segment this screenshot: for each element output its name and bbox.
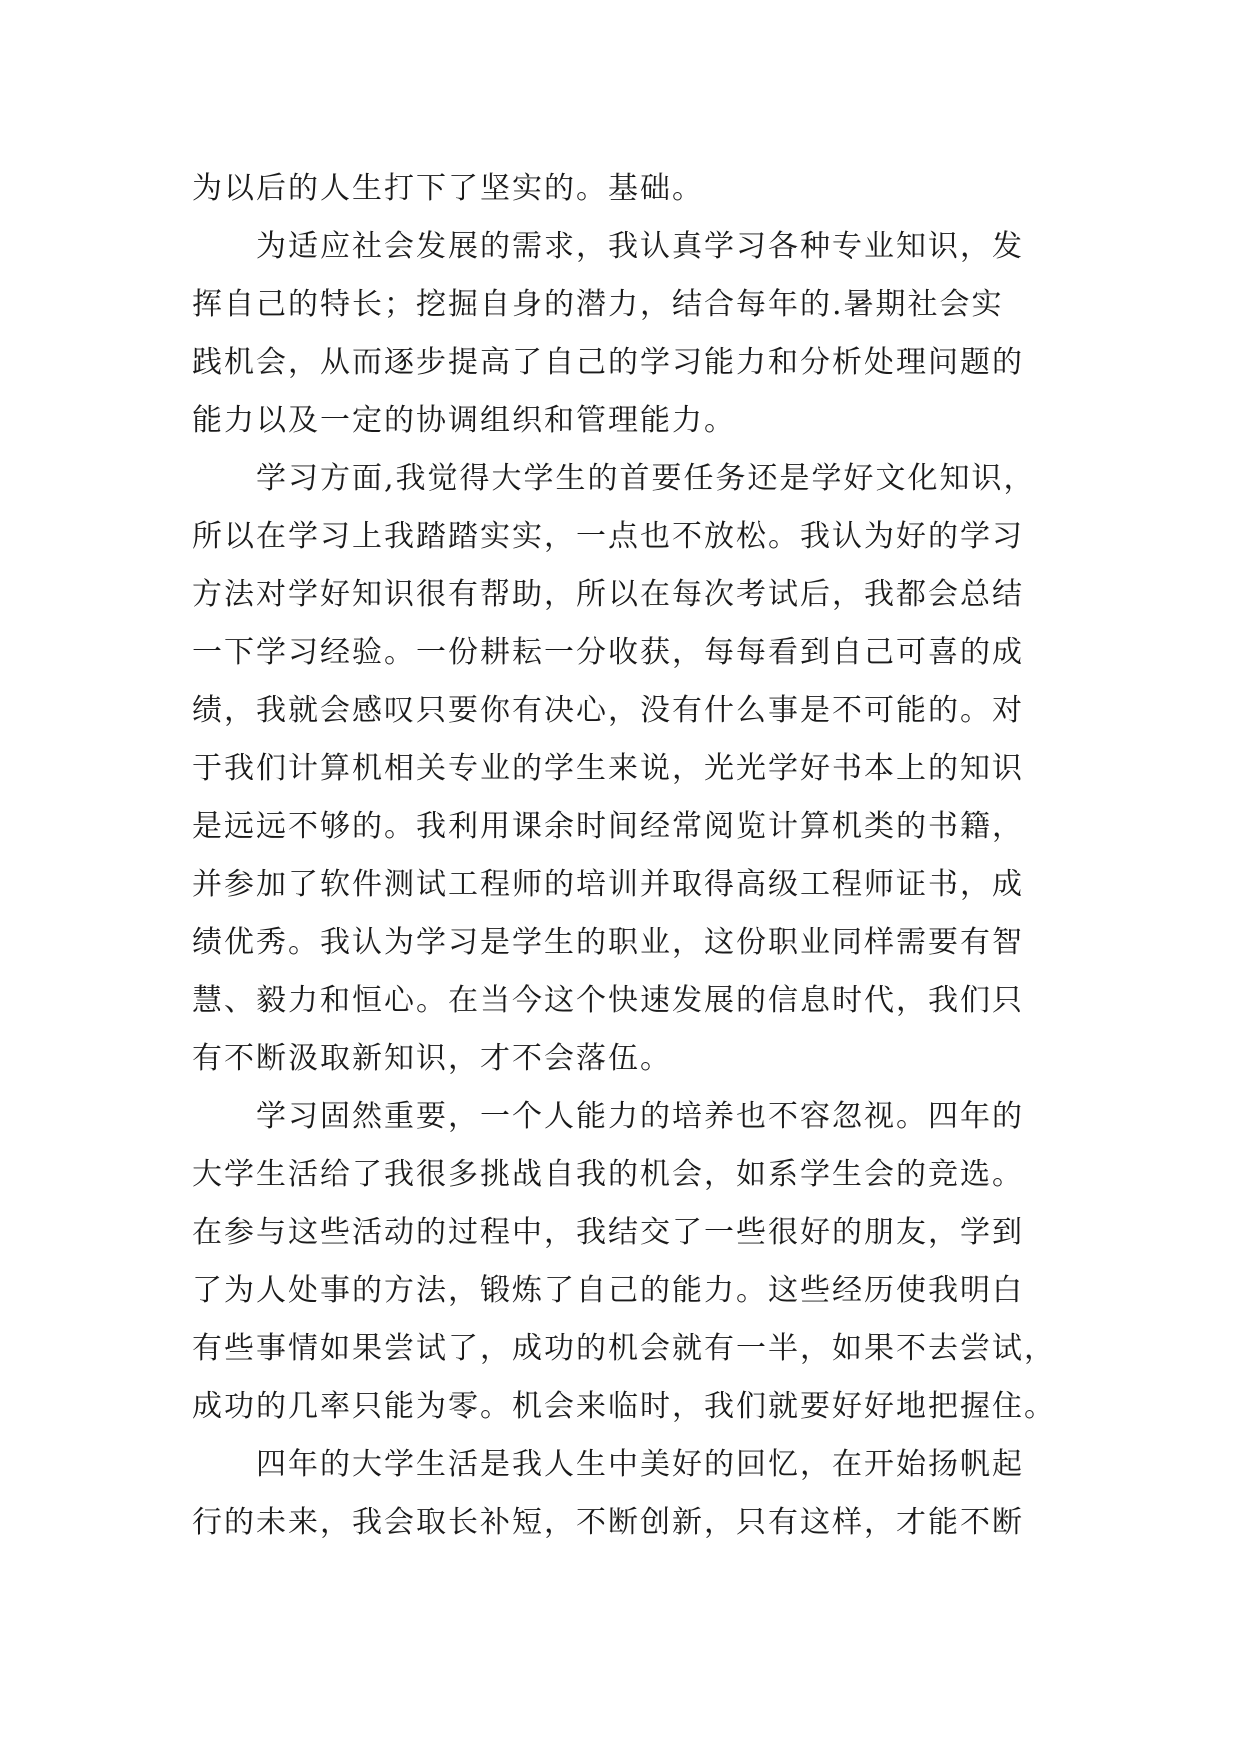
text-line: 在参与这些活动的过程中，我结交了一些很好的朋友，学到 <box>192 1215 1024 1250</box>
text-line: 为适应社会发展的需求，我认真学习各种专业知识，发 <box>192 229 1024 264</box>
text-line: 践机会，从而逐步提高了自己的学习能力和分析处理问题的 <box>192 345 1024 380</box>
text-line: 慧、毅力和恒心。在当今这个快速发展的信息时代，我们只 <box>192 983 1024 1018</box>
text-line: 行的未来，我会取长补短，不断创新，只有这样，才能不断 <box>192 1505 1024 1540</box>
paragraph-1 <box>192 160 1062 218</box>
text-line: 学习方面,我觉得大学生的首要任务还是学好文化知识， <box>192 461 1036 496</box>
text-line: 绩优秀。我认为学习是学生的职业，这份职业同样需要有智 <box>192 925 1024 960</box>
text-line: 学习固然重要，一个人能力的培养也不容忽视。四年的 <box>192 1099 1024 1134</box>
paragraph-3 <box>192 450 1062 1088</box>
text-line: 绩，我就会感叹只要你有决心，没有什么事是不可能的。对 <box>192 693 1024 728</box>
paragraph-5 <box>192 1436 1062 1552</box>
text-line: 有些事情如果尝试了，成功的机会就有一半，如果不去尝试， <box>192 1331 1056 1366</box>
document-body <box>192 160 1062 1552</box>
text-line: 一下学习经验。一份耕耘一分收获，每每看到自己可喜的成 <box>192 635 1024 670</box>
text-line: 是远远不够的。我利用课余时间经常阅览计算机类的书籍， <box>192 809 1024 844</box>
paragraph-2 <box>192 218 1062 450</box>
text-line: 方法对学好知识很有帮助，所以在每次考试后，我都会总结 <box>192 577 1024 612</box>
text-line: 大学生活给了我很多挑战自我的机会，如系学生会的竞选。 <box>192 1157 1024 1192</box>
text-line: 于我们计算机相关专业的学生来说，光光学好书本上的知识 <box>192 751 1024 786</box>
text-line: 所以在学习上我踏踏实实，一点也不放松。我认为好的学习 <box>192 519 1024 554</box>
text-line: 了为人处事的方法，锻炼了自己的能力。这些经历使我明白 <box>192 1273 1024 1308</box>
text-line: 有不断汲取新知识，才不会落伍。 <box>192 1041 672 1076</box>
text-line: 四年的大学生活是我人生中美好的回忆，在开始扬帆起 <box>192 1447 1024 1482</box>
text-line: 为以后的人生打下了坚实的。基础。 <box>192 171 704 206</box>
text-line: 并参加了软件测试工程师的培训并取得高级工程师证书，成 <box>192 867 1024 902</box>
text-line: 挥自己的特长；挖掘自身的潜力，结合每年的.暑期社会实 <box>192 287 1004 322</box>
text-line: 成功的几率只能为零。机会来临时，我们就要好好地把握住。 <box>192 1389 1056 1424</box>
text-line: 能力以及一定的协调组织和管理能力。 <box>192 403 736 438</box>
paragraph-4 <box>192 1088 1062 1436</box>
